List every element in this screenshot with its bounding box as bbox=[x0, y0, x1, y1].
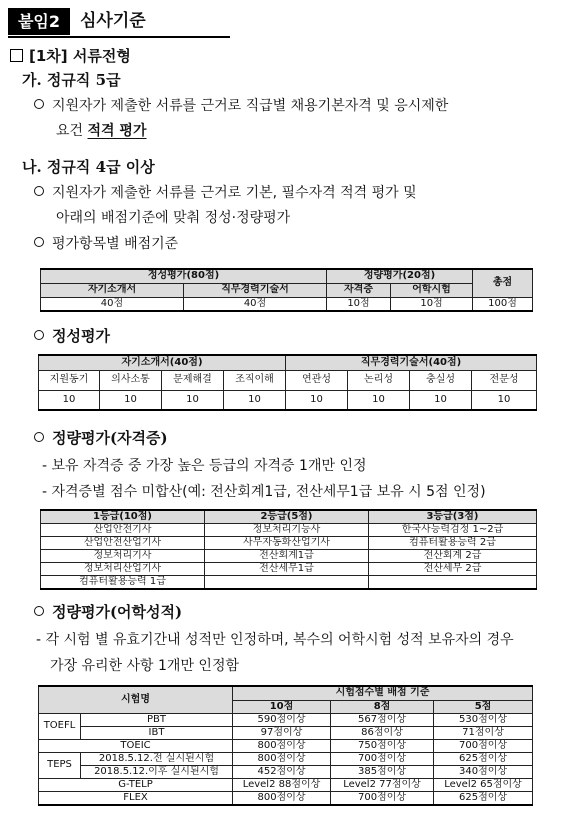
header-grade2: 2등급(5점) bbox=[205, 510, 369, 524]
header-self-intro-group: 자기소개서(40점) bbox=[39, 355, 286, 370]
table-cell: 625점이상 bbox=[434, 791, 533, 805]
header-5-points: 5점 bbox=[434, 700, 533, 713]
license-heading: 정량평가(자격증) bbox=[34, 427, 168, 449]
language-rule-line1: - 각 시험 별 유효기간내 성적만 인정하며, 복수의 어학시험 성적 보유자의 경우 bbox=[36, 632, 514, 648]
emphasis-eligibility: 적격 평가 bbox=[87, 123, 147, 139]
table-cell: 10 bbox=[286, 390, 348, 410]
header-grade1: 1등급(10점) bbox=[41, 510, 205, 524]
circle-bullet-icon bbox=[34, 99, 44, 109]
header-career: 직무경력기술서 bbox=[184, 283, 327, 297]
table-cell bbox=[369, 576, 537, 590]
license-rule-line2: - 자격증별 점수 미합산(예: 전산회계1급, 전산세무1급 보유 시 5점 인정) bbox=[42, 484, 486, 500]
paragraph-grade5-line1: 지원자가 제출한 서류를 근거로 직급별 채용기본자격 및 응시제한 bbox=[34, 94, 448, 118]
table-cell: 산업안전산업기사 bbox=[41, 537, 205, 550]
page-title: 심사기준 bbox=[80, 11, 146, 31]
table-cell: 2018.5.12.이후 실시된시험 bbox=[81, 765, 233, 778]
table-cell: 10 bbox=[39, 390, 100, 410]
table-cell: 800점이상 bbox=[233, 739, 331, 752]
table-cell: 385점이상 bbox=[331, 765, 434, 778]
table-cell: 전문성 bbox=[472, 370, 537, 390]
paragraph-grade4-line1: 지원자가 제출한 서류를 근거로 기본, 필수자격 적격 평가 및 bbox=[34, 181, 417, 205]
table-cell: 700점이상 bbox=[434, 739, 533, 752]
header-10-points: 10점 bbox=[233, 700, 331, 713]
table-cell: 지원동기 bbox=[39, 370, 100, 390]
language-heading: 정량평가(어학성적) bbox=[34, 601, 182, 623]
table-cell: 컴퓨터활용능력 2급 bbox=[369, 537, 537, 550]
paragraph-grade4-line2: 아래의 배점기준에 맞춰 정성·정량평가 bbox=[56, 210, 291, 226]
header-qualitative: 정성평가(80점) bbox=[41, 269, 327, 283]
table-cell: 충실성 bbox=[410, 370, 472, 390]
table-cell: 정보처리기사 bbox=[41, 550, 205, 563]
table-cell: 97점이상 bbox=[233, 726, 331, 739]
table-cell: 10 bbox=[410, 390, 472, 410]
paragraph-grade4-line3: 평가항목별 배점기준 bbox=[34, 232, 178, 256]
table-cell: 40점 bbox=[184, 297, 327, 311]
table-cell: Level2 65점이상 bbox=[434, 778, 533, 791]
subsection-heading-grade4: 나. 정규직 4급 이상 bbox=[22, 158, 155, 176]
table-cell: 452점이상 bbox=[233, 765, 331, 778]
table-cell: 86점이상 bbox=[331, 726, 434, 739]
table-cell: 590점이상 bbox=[233, 713, 331, 726]
header-license: 자격증 bbox=[327, 283, 391, 297]
appendix-badge: 붙임2 bbox=[8, 8, 70, 35]
license-rule-line1: - 보유 자격증 중 가장 높은 등급의 자격증 1개만 인정 bbox=[42, 458, 367, 474]
table-cell: 10점 bbox=[391, 297, 473, 311]
circle-bullet-icon bbox=[34, 330, 44, 340]
table-cell: 530점이상 bbox=[434, 713, 533, 726]
table-cell: 100점 bbox=[473, 297, 533, 311]
language-rule-line2: 가장 유리한 사항 1개만 인정함 bbox=[50, 658, 239, 674]
table-cell: 567점이상 bbox=[331, 713, 434, 726]
section-heading-document-screening bbox=[10, 46, 131, 66]
table-cell: 전산회계1급 bbox=[205, 550, 369, 563]
paragraph-grade5-line2: 요건 적격 평가 bbox=[56, 123, 147, 139]
table-cell: 의사소통 bbox=[100, 370, 162, 390]
table-cell: 전산회계 2급 bbox=[369, 550, 537, 563]
table-cell: 625점이상 bbox=[434, 752, 533, 765]
table-cell bbox=[205, 576, 369, 590]
circle-bullet-icon bbox=[34, 606, 44, 616]
table-cell: 연관성 bbox=[286, 370, 348, 390]
header-self-intro: 자기소개서 bbox=[41, 283, 184, 297]
table-cell: Level2 88점이상 bbox=[233, 778, 331, 791]
header-score-criteria: 시험점수별 배점 기준 bbox=[233, 686, 533, 700]
table-cell: 컴퓨터활용능력 1급 bbox=[41, 576, 205, 590]
table-cell: 10 bbox=[224, 390, 286, 410]
table-cell: 전산세무 2급 bbox=[369, 563, 537, 576]
table-cell: 10 bbox=[162, 390, 224, 410]
table-cell: 산업안전기사 bbox=[41, 524, 205, 537]
table-cell: 10 bbox=[348, 390, 410, 410]
circle-bullet-icon bbox=[34, 237, 44, 247]
circle-bullet-icon bbox=[34, 432, 44, 442]
table-cell: Level2 77점이상 bbox=[331, 778, 434, 791]
table-cell: 10 bbox=[472, 390, 537, 410]
language-score-table bbox=[38, 685, 533, 806]
table-cell: TOEIC bbox=[39, 739, 233, 752]
qualitative-table bbox=[38, 354, 537, 411]
header-quantitative: 정량평가(20점) bbox=[327, 269, 473, 283]
title-underline bbox=[8, 36, 230, 38]
table-cell: 전산세무1급 bbox=[205, 563, 369, 576]
header-language: 어학시험 bbox=[391, 283, 473, 297]
table-cell: 800점이상 bbox=[233, 752, 331, 765]
table-cell: IBT bbox=[81, 726, 233, 739]
table-cell: 700점이상 bbox=[331, 752, 434, 765]
exam-group-teps: TEPS bbox=[39, 752, 81, 778]
table-cell: 750점이상 bbox=[331, 739, 434, 752]
table-cell: 정보처리산업기사 bbox=[41, 563, 205, 576]
table-cell: FLEX bbox=[39, 791, 233, 805]
header-total: 총점 bbox=[473, 269, 533, 297]
score-allocation-table bbox=[40, 268, 533, 312]
table-cell: 40점 bbox=[41, 297, 184, 311]
qualitative-heading: 정성평가 bbox=[34, 325, 110, 347]
table-cell: 340점이상 bbox=[434, 765, 533, 778]
table-cell: 10 bbox=[100, 390, 162, 410]
header-grade3: 3등급(3점) bbox=[369, 510, 537, 524]
square-bullet-icon bbox=[10, 49, 23, 62]
table-cell: 700점이상 bbox=[331, 791, 434, 805]
table-cell: 10점 bbox=[327, 297, 391, 311]
table-cell: 2018.5.12.전 실시된시험 bbox=[81, 752, 233, 765]
table-cell: 정보처리기능사 bbox=[205, 524, 369, 537]
license-grade-table bbox=[40, 509, 537, 590]
header-career-group: 직무경력기술서(40점) bbox=[286, 355, 537, 370]
exam-group-toefl: TOEFL bbox=[39, 713, 81, 739]
table-cell: 논리성 bbox=[348, 370, 410, 390]
section-title-text: [1차] 서류전형 bbox=[29, 47, 131, 65]
header-8-points: 8점 bbox=[331, 700, 434, 713]
table-cell: 문제해결 bbox=[162, 370, 224, 390]
header-exam-name: 시험명 bbox=[39, 686, 233, 713]
table-cell: 800점이상 bbox=[233, 791, 331, 805]
table-cell: PBT bbox=[81, 713, 233, 726]
table-cell: 조직이해 bbox=[224, 370, 286, 390]
table-cell: 사무자동화산업기사 bbox=[205, 537, 369, 550]
subsection-heading-grade5: 가. 정규직 5급 bbox=[22, 71, 121, 89]
table-cell: G-TELP bbox=[39, 778, 233, 791]
table-cell: 71점이상 bbox=[434, 726, 533, 739]
table-cell: 한국사능력검정 1~2급 bbox=[369, 524, 537, 537]
circle-bullet-icon bbox=[34, 186, 44, 196]
